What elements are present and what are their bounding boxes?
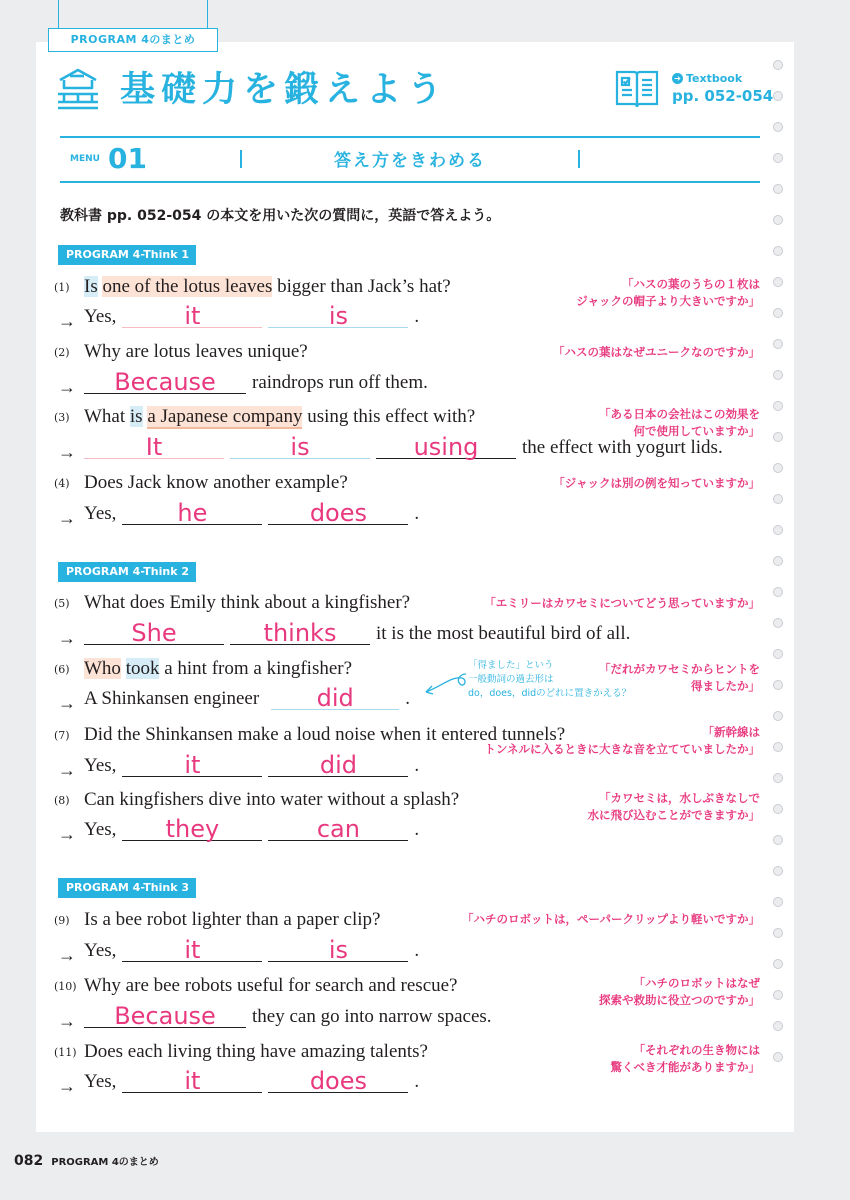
answer-blank[interactable]: they: [122, 819, 262, 841]
answer-2: Because raindrops run off them.: [84, 372, 428, 394]
answer-blank[interactable]: is: [268, 306, 408, 328]
answer-arrow: →: [58, 1076, 76, 1096]
answer-arrow: →: [58, 945, 76, 965]
answer-blank[interactable]: is: [230, 437, 370, 459]
binder-holes: [773, 60, 785, 1083]
question-7: Did the Shinkansen make a loud noise when it entered tunnels?: [84, 724, 566, 745]
menu-divider: [240, 150, 242, 168]
answer-arrow: →: [58, 508, 76, 528]
question-1: Is one of the lotus leaves bigger than Jack’s hat?: [84, 276, 451, 297]
answer-arrow: →: [58, 628, 76, 648]
section-label-think-2: PROGRAM 4-Think 2: [58, 562, 196, 582]
page-title: 基礎力を鍛えよう: [120, 70, 449, 110]
arrow-right-icon: ➔: [672, 73, 683, 84]
answer-1: Yes, it is .: [84, 302, 420, 330]
question-number: (4): [54, 477, 70, 490]
answer-10: Because they can go into narrow spaces.: [84, 1006, 492, 1028]
answer-blank[interactable]: it: [122, 755, 262, 777]
translation-5: 「エミリーはカワセミについてどう思っていますか」: [484, 596, 760, 610]
page-footer: [14, 1153, 159, 1169]
question-number: (9): [54, 914, 70, 927]
answer-blank[interactable]: She: [84, 623, 224, 645]
answer-blank[interactable]: thinks: [230, 623, 370, 645]
translation-8: 「カワセミは，水しぶきなしで 水に飛び込むことができますか」: [587, 791, 760, 822]
answer-6: A Shinkansen engineer did .: [84, 684, 410, 712]
answer-8: Yes, they can .: [84, 815, 420, 843]
question-10: Why are bee robots useful for search and rescue?: [84, 975, 458, 996]
answer-arrow: →: [58, 824, 76, 844]
question-9: Is a bee robot lighter than a paper clip?: [84, 909, 381, 930]
translation-2: 「ハスの葉はなぜユニークなのですか」: [553, 345, 760, 359]
tab-hanger: [58, 0, 208, 28]
translation-9: 「ハチのロボットは，ペーパークリップより軽いですか」: [462, 912, 760, 926]
program-tab: PROGRAM 4のまとめ: [48, 28, 218, 52]
section-label-think-3: PROGRAM 4-Think 3: [58, 878, 196, 898]
answer-blank[interactable]: is: [268, 940, 408, 962]
grammar-hint: 「得ました」という 一般動詞の過去形は do，does，didのどれに置きかえる？: [468, 660, 632, 699]
translation-10: 「ハチのロボットはなぜ 探索や救助に役立つのですか」: [599, 976, 760, 1007]
translation-7: 「新幹線は トンネルに入るときに大きな音を立てていましたか」: [484, 725, 760, 756]
menu-label: MENU: [70, 154, 100, 164]
answer-9: Yes, it is .: [84, 936, 420, 964]
building-logo-icon: [54, 66, 102, 114]
answer-blank[interactable]: does: [268, 1071, 408, 1093]
question-number: (2): [54, 346, 70, 359]
question-number: (1): [54, 281, 70, 294]
question-3: What is a Japanese company using this effect with?: [84, 406, 476, 427]
question-number: (3): [54, 411, 70, 424]
page-number: 082: [14, 1153, 44, 1169]
menu-divider: [578, 150, 580, 168]
question-6: Who took a hint from a kingfisher?: [84, 658, 353, 679]
answer-blank[interactable]: can: [268, 819, 408, 841]
answer-blank[interactable]: he: [122, 503, 262, 525]
translation-11: 「それぞれの生き物には 驚くべき才能がありますか」: [610, 1043, 760, 1074]
answer-blank[interactable]: It: [84, 437, 224, 459]
section-label-think-1: PROGRAM 4-Think 1: [58, 245, 196, 265]
answer-blank[interactable]: it: [122, 306, 262, 328]
question-number: (7): [54, 729, 70, 742]
question-number: (11): [54, 1046, 77, 1059]
instruction: 教科書 pp. 052-054 の本文を用いた次の質問に，英語で答えよう。: [60, 208, 501, 224]
question-5: What does Emily think about a kingfisher?: [84, 592, 411, 613]
answer-4: Yes, he does .: [84, 499, 420, 527]
translation-6: 「だれがカワセミからヒントを 得ましたか」: [599, 662, 760, 693]
answer-blank[interactable]: using: [376, 437, 516, 459]
answer-3: It is using the effect with yogurt lids.: [84, 437, 723, 459]
menu-top-rule: [60, 136, 760, 138]
hint-arrow-icon: [420, 670, 470, 700]
question-11: Does each living thing have amazing talents?: [84, 1041, 428, 1062]
answer-arrow: →: [58, 377, 76, 397]
answer-arrow: →: [58, 693, 76, 713]
answer-blank[interactable]: it: [122, 1071, 262, 1093]
answer-arrow: →: [58, 1011, 76, 1031]
translation-1: 「ハスの葉のうちの１枚は ジャックの帽子より大きいですか」: [576, 277, 760, 308]
translation-3: 「ある日本の会社はこの効果を 何で使用していますか」: [599, 407, 760, 438]
answer-blank[interactable]: did: [271, 688, 399, 710]
question-number: (5): [54, 597, 70, 610]
answer-5: She thinks it is the most beautiful bird of all.: [84, 623, 630, 645]
answer-blank[interactable]: it: [122, 940, 262, 962]
textbook-pages: pp. 052-054: [672, 87, 774, 105]
question-4: Does Jack know another example?: [84, 472, 348, 493]
question-2: Why are lotus leaves unique?: [84, 341, 308, 362]
textbook-label: ➔ Textbook: [672, 72, 742, 85]
answer-blank[interactable]: does: [268, 503, 408, 525]
question-number: (10): [54, 980, 77, 993]
answer-arrow: →: [58, 442, 76, 462]
menu-title: 答え方をきわめる: [334, 151, 486, 171]
answer-blank[interactable]: did: [268, 755, 408, 777]
answer-blank[interactable]: Because: [84, 1006, 246, 1028]
answer-arrow: →: [58, 760, 76, 780]
answer-11: Yes, it does .: [84, 1067, 420, 1095]
footer-title: PROGRAM 4のまとめ: [51, 1157, 159, 1168]
menu-bottom-rule: [60, 181, 760, 183]
textbook-icon: [614, 68, 660, 110]
menu-number: 01: [108, 142, 147, 175]
answer-7: Yes, it did .: [84, 751, 420, 779]
question-number: (6): [54, 663, 70, 676]
question-number: (8): [54, 794, 70, 807]
translation-4: 「ジャックは別の例を知っていますか」: [553, 476, 760, 490]
answer-blank[interactable]: Because: [84, 372, 246, 394]
question-8: Can kingfishers dive into water without a splash?: [84, 789, 460, 810]
answer-arrow: →: [58, 311, 76, 331]
